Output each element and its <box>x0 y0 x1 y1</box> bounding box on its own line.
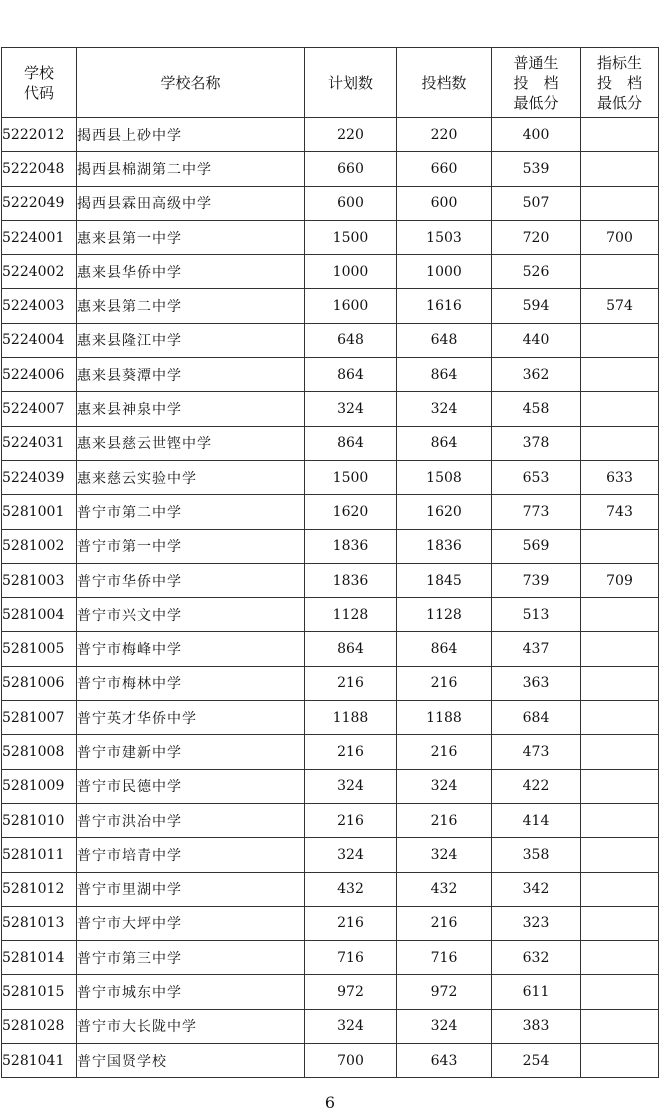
cell-plan-count: 432 <box>305 872 397 906</box>
cell-school-code: 5281009 <box>2 769 77 803</box>
cell-school-code: 5224003 <box>2 289 77 323</box>
cell-submitted-count: 216 <box>397 666 492 700</box>
cell-school-name: 惠来县华侨中学 <box>77 255 305 289</box>
cell-quota-min-score <box>581 358 659 392</box>
cell-school-code: 5281013 <box>2 906 77 940</box>
cell-submitted-count: 1845 <box>397 563 492 597</box>
cell-regular-min-score: 362 <box>492 358 581 392</box>
cell-submitted-count: 643 <box>397 1044 492 1078</box>
table-row <box>2 358 659 392</box>
cell-plan-count: 700 <box>305 1044 397 1078</box>
cell-submitted-count: 432 <box>397 872 492 906</box>
page-number: 6 <box>324 1093 336 1112</box>
header-school-code-line: 代码 <box>23 83 54 102</box>
cell-school-code: 5281014 <box>2 941 77 975</box>
cell-plan-count: 1500 <box>305 220 397 254</box>
cell-regular-min-score: 378 <box>492 426 581 460</box>
cell-school-name: 普宁市建新中学 <box>77 735 305 769</box>
cell-regular-min-score: 632 <box>492 941 581 975</box>
cell-plan-count: 648 <box>305 323 397 357</box>
cell-quota-min-score <box>581 392 659 426</box>
cell-plan-count: 1836 <box>305 529 397 563</box>
cell-school-name: 普宁市华侨中学 <box>77 563 305 597</box>
cell-quota-min-score: 700 <box>581 220 659 254</box>
cell-submitted-count: 1508 <box>397 460 492 494</box>
table-row <box>2 872 659 906</box>
cell-regular-min-score: 437 <box>492 632 581 666</box>
header-plan-count: 计划数 <box>305 48 397 118</box>
table-row <box>2 426 659 460</box>
cell-school-code: 5224039 <box>2 460 77 494</box>
admission-score-table <box>1 47 659 1078</box>
cell-quota-min-score <box>581 666 659 700</box>
header-quota-line: 最低分 <box>596 93 642 112</box>
cell-quota-min-score <box>581 769 659 803</box>
header-submitted-count: 投档数 <box>397 48 492 118</box>
cell-school-code: 5224004 <box>2 323 77 357</box>
table-row <box>2 460 659 494</box>
cell-plan-count: 1600 <box>305 289 397 323</box>
header-row <box>2 48 659 118</box>
cell-school-name: 惠来慈云实验中学 <box>77 460 305 494</box>
header-school-name: 学校名称 <box>77 48 305 118</box>
cell-quota-min-score <box>581 632 659 666</box>
cell-submitted-count: 1620 <box>397 495 492 529</box>
cell-school-name: 普宁市兴文中学 <box>77 598 305 632</box>
cell-regular-min-score: 323 <box>492 906 581 940</box>
cell-plan-count: 864 <box>305 358 397 392</box>
cell-school-code: 5224002 <box>2 255 77 289</box>
header-regular-line: 最低分 <box>513 93 559 112</box>
cell-plan-count: 1000 <box>305 255 397 289</box>
cell-plan-count: 324 <box>305 1009 397 1043</box>
cell-school-code: 5281010 <box>2 803 77 837</box>
cell-quota-min-score: 709 <box>581 563 659 597</box>
table-row <box>2 1009 659 1043</box>
cell-quota-min-score: 743 <box>581 495 659 529</box>
cell-plan-count: 220 <box>305 118 397 152</box>
cell-regular-min-score: 473 <box>492 735 581 769</box>
cell-submitted-count: 324 <box>397 769 492 803</box>
header-regular-line: 普通生 <box>513 53 559 72</box>
table-body <box>2 118 659 1078</box>
cell-submitted-count: 324 <box>397 838 492 872</box>
table-row <box>2 529 659 563</box>
cell-submitted-count: 324 <box>397 1009 492 1043</box>
cell-plan-count: 1500 <box>305 460 397 494</box>
header-quota-line: 投 档 <box>596 73 642 92</box>
cell-school-code: 5224007 <box>2 392 77 426</box>
cell-plan-count: 600 <box>305 186 397 220</box>
cell-plan-count: 324 <box>305 838 397 872</box>
table-row <box>2 563 659 597</box>
table-row <box>2 118 659 152</box>
table-header <box>2 48 659 118</box>
cell-school-name: 揭西县上砂中学 <box>77 118 305 152</box>
cell-school-name: 普宁市城东中学 <box>77 975 305 1009</box>
cell-school-name: 惠来县葵潭中学 <box>77 358 305 392</box>
cell-plan-count: 1128 <box>305 598 397 632</box>
cell-regular-min-score: 739 <box>492 563 581 597</box>
cell-school-name: 普宁市培青中学 <box>77 838 305 872</box>
cell-plan-count: 864 <box>305 426 397 460</box>
cell-regular-min-score: 440 <box>492 323 581 357</box>
cell-quota-min-score <box>581 529 659 563</box>
cell-school-name: 惠来县第二中学 <box>77 289 305 323</box>
cell-school-code: 5224006 <box>2 358 77 392</box>
cell-school-code: 5281002 <box>2 529 77 563</box>
cell-school-code: 5281011 <box>2 838 77 872</box>
table-row <box>2 289 659 323</box>
cell-submitted-count: 1503 <box>397 220 492 254</box>
cell-plan-count: 1620 <box>305 495 397 529</box>
cell-regular-min-score: 342 <box>492 872 581 906</box>
cell-quota-min-score <box>581 426 659 460</box>
cell-school-name: 普宁市第一中学 <box>77 529 305 563</box>
cell-school-code: 5281008 <box>2 735 77 769</box>
cell-school-name: 普宁市洪冶中学 <box>77 803 305 837</box>
cell-quota-min-score <box>581 1009 659 1043</box>
cell-school-code: 5281012 <box>2 872 77 906</box>
cell-school-name: 惠来县慈云世铿中学 <box>77 426 305 460</box>
cell-school-name: 普宁国贤学校 <box>77 1044 305 1078</box>
cell-submitted-count: 600 <box>397 186 492 220</box>
cell-school-code: 5281006 <box>2 666 77 700</box>
cell-school-name: 普宁英才华侨中学 <box>77 701 305 735</box>
cell-school-code: 5281003 <box>2 563 77 597</box>
cell-submitted-count: 864 <box>397 426 492 460</box>
table-row <box>2 735 659 769</box>
cell-school-code: 5222048 <box>2 152 77 186</box>
cell-quota-min-score: 633 <box>581 460 659 494</box>
cell-plan-count: 660 <box>305 152 397 186</box>
cell-regular-min-score: 414 <box>492 803 581 837</box>
cell-school-name: 普宁市第二中学 <box>77 495 305 529</box>
cell-quota-min-score <box>581 906 659 940</box>
cell-plan-count: 324 <box>305 769 397 803</box>
cell-school-name: 揭西县霖田高级中学 <box>77 186 305 220</box>
table-row <box>2 838 659 872</box>
table-row <box>2 906 659 940</box>
cell-school-code: 5281005 <box>2 632 77 666</box>
table-row <box>2 941 659 975</box>
header-regular-min-score <box>492 48 581 118</box>
cell-quota-min-score <box>581 598 659 632</box>
cell-school-code: 5222049 <box>2 186 77 220</box>
cell-regular-min-score: 400 <box>492 118 581 152</box>
cell-quota-min-score: 574 <box>581 289 659 323</box>
cell-quota-min-score <box>581 941 659 975</box>
cell-submitted-count: 324 <box>397 392 492 426</box>
cell-plan-count: 972 <box>305 975 397 1009</box>
cell-plan-count: 216 <box>305 803 397 837</box>
cell-quota-min-score <box>581 701 659 735</box>
cell-school-code: 5281015 <box>2 975 77 1009</box>
cell-school-name: 惠来县隆江中学 <box>77 323 305 357</box>
cell-regular-min-score: 611 <box>492 975 581 1009</box>
table-row <box>2 666 659 700</box>
cell-school-name: 普宁市大坪中学 <box>77 906 305 940</box>
cell-regular-min-score: 513 <box>492 598 581 632</box>
cell-plan-count: 1836 <box>305 563 397 597</box>
cell-regular-min-score: 363 <box>492 666 581 700</box>
table-row <box>2 255 659 289</box>
table-row <box>2 152 659 186</box>
cell-quota-min-score <box>581 872 659 906</box>
cell-quota-min-score <box>581 803 659 837</box>
cell-school-name: 普宁市民德中学 <box>77 769 305 803</box>
table-row <box>2 495 659 529</box>
cell-quota-min-score <box>581 118 659 152</box>
cell-school-code: 5281001 <box>2 495 77 529</box>
cell-quota-min-score <box>581 735 659 769</box>
cell-quota-min-score <box>581 186 659 220</box>
cell-submitted-count: 216 <box>397 803 492 837</box>
cell-regular-min-score: 254 <box>492 1044 581 1078</box>
cell-submitted-count: 1616 <box>397 289 492 323</box>
cell-submitted-count: 864 <box>397 358 492 392</box>
cell-school-code: 5281007 <box>2 701 77 735</box>
cell-school-name: 普宁市梅林中学 <box>77 666 305 700</box>
table-row <box>2 701 659 735</box>
cell-quota-min-score <box>581 152 659 186</box>
cell-submitted-count: 216 <box>397 906 492 940</box>
cell-school-name: 普宁市第三中学 <box>77 941 305 975</box>
cell-regular-min-score: 653 <box>492 460 581 494</box>
cell-plan-count: 216 <box>305 666 397 700</box>
header-school-code <box>2 48 77 118</box>
cell-regular-min-score: 383 <box>492 1009 581 1043</box>
cell-quota-min-score <box>581 255 659 289</box>
cell-school-code: 5224031 <box>2 426 77 460</box>
table-row <box>2 392 659 426</box>
header-quota-min-score <box>581 48 659 118</box>
cell-plan-count: 216 <box>305 906 397 940</box>
header-school-code-line: 学校 <box>23 63 54 82</box>
header-quota-line: 指标生 <box>596 53 642 72</box>
table-row <box>2 598 659 632</box>
cell-regular-min-score: 358 <box>492 838 581 872</box>
cell-school-code: 5281004 <box>2 598 77 632</box>
table-row <box>2 803 659 837</box>
cell-submitted-count: 1188 <box>397 701 492 735</box>
cell-quota-min-score <box>581 838 659 872</box>
cell-quota-min-score <box>581 1044 659 1078</box>
cell-submitted-count: 648 <box>397 323 492 357</box>
cell-submitted-count: 1128 <box>397 598 492 632</box>
cell-plan-count: 864 <box>305 632 397 666</box>
cell-regular-min-score: 526 <box>492 255 581 289</box>
cell-school-code: 5281028 <box>2 1009 77 1043</box>
cell-submitted-count: 864 <box>397 632 492 666</box>
cell-submitted-count: 220 <box>397 118 492 152</box>
table-row <box>2 975 659 1009</box>
cell-school-code: 5222012 <box>2 118 77 152</box>
cell-submitted-count: 1000 <box>397 255 492 289</box>
table-row <box>2 186 659 220</box>
cell-regular-min-score: 458 <box>492 392 581 426</box>
cell-school-name: 普宁市里湖中学 <box>77 872 305 906</box>
cell-school-code: 5224001 <box>2 220 77 254</box>
cell-school-code: 5281041 <box>2 1044 77 1078</box>
cell-regular-min-score: 684 <box>492 701 581 735</box>
cell-submitted-count: 1836 <box>397 529 492 563</box>
cell-submitted-count: 972 <box>397 975 492 1009</box>
header-regular-line: 投 档 <box>513 73 559 92</box>
cell-quota-min-score <box>581 323 659 357</box>
cell-regular-min-score: 594 <box>492 289 581 323</box>
cell-regular-min-score: 539 <box>492 152 581 186</box>
table-row <box>2 220 659 254</box>
cell-regular-min-score: 507 <box>492 186 581 220</box>
table-row <box>2 323 659 357</box>
cell-school-name: 普宁市梅峰中学 <box>77 632 305 666</box>
cell-submitted-count: 660 <box>397 152 492 186</box>
cell-school-name: 普宁市大长陇中学 <box>77 1009 305 1043</box>
cell-plan-count: 216 <box>305 735 397 769</box>
table-row <box>2 632 659 666</box>
cell-school-name: 惠来县第一中学 <box>77 220 305 254</box>
cell-plan-count: 1188 <box>305 701 397 735</box>
cell-regular-min-score: 569 <box>492 529 581 563</box>
cell-plan-count: 324 <box>305 392 397 426</box>
cell-school-name: 揭西县棉湖第二中学 <box>77 152 305 186</box>
cell-school-name: 惠来县神泉中学 <box>77 392 305 426</box>
table-row <box>2 1044 659 1078</box>
cell-quota-min-score <box>581 975 659 1009</box>
cell-regular-min-score: 422 <box>492 769 581 803</box>
cell-regular-min-score: 773 <box>492 495 581 529</box>
cell-regular-min-score: 720 <box>492 220 581 254</box>
cell-submitted-count: 716 <box>397 941 492 975</box>
cell-submitted-count: 216 <box>397 735 492 769</box>
table-row <box>2 769 659 803</box>
cell-plan-count: 716 <box>305 941 397 975</box>
